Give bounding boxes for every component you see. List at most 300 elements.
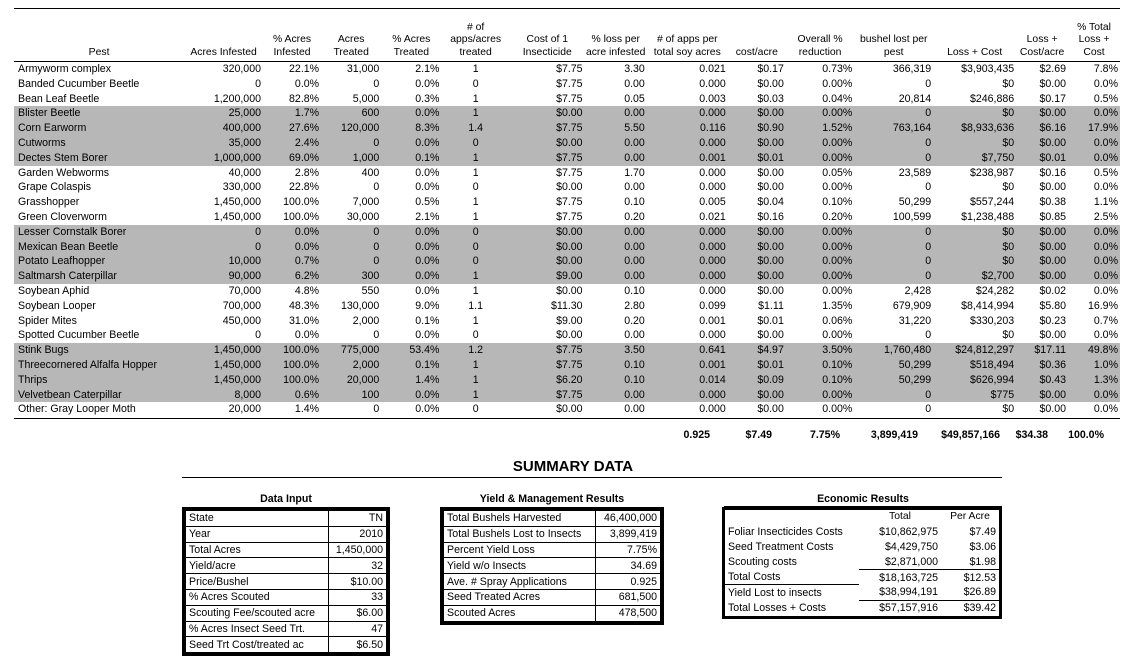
pest-name-cell: Saltmarsh Caterpillar xyxy=(14,269,184,284)
table-cell: 600 xyxy=(321,106,381,121)
table-cell: 0 xyxy=(854,269,933,284)
table-cell: 1 xyxy=(472,92,479,105)
table-cell: 1,450,000 xyxy=(213,196,261,209)
table-cell: $0.00 xyxy=(556,181,583,194)
pest-name-cell: Spider Mites xyxy=(18,314,77,327)
pest-name-cell: Green Cloverworm xyxy=(18,210,107,223)
table-cell: 9.0% xyxy=(415,299,440,312)
summary-value: 47 xyxy=(328,621,386,637)
table-cell: $0.00 xyxy=(510,106,585,121)
table-cell: $0 xyxy=(1002,329,1015,342)
pest-name-cell: Grasshopper xyxy=(18,196,80,209)
table-cell: 100.0% xyxy=(263,343,321,358)
table-cell: 1 xyxy=(441,358,509,373)
table-cell: 0.0% xyxy=(1068,106,1120,121)
table-cell: 35,000 xyxy=(184,136,263,151)
table-cell: 0.000 xyxy=(699,284,726,297)
pest-name-cell: Blister Beetle xyxy=(14,106,184,121)
summary-value: $6.00 xyxy=(328,605,386,621)
table-cell: $0.00 xyxy=(1016,388,1068,403)
table-cell: 0 xyxy=(184,225,263,240)
table-cell: 1 xyxy=(441,269,509,284)
econ-per-acre: $39.42 xyxy=(963,602,996,615)
table-cell: 1.0% xyxy=(1068,358,1120,373)
table-cell: $0 xyxy=(1002,77,1015,90)
col-header: Loss + Cost xyxy=(947,47,1003,59)
table-row xyxy=(14,136,1120,151)
table-cell: 0.0% xyxy=(1068,254,1120,269)
table-cell: $7.75 xyxy=(556,196,583,209)
table-cell: $0.17 xyxy=(757,63,784,75)
table-cell: $0.00 xyxy=(757,329,784,342)
table-cell: $0.00 xyxy=(757,77,784,90)
table-cell: $0.00 xyxy=(510,240,585,255)
table-cell: 0 xyxy=(373,329,380,342)
table-cell: 1,450,000 xyxy=(184,373,263,388)
table-cell: 0.003 xyxy=(699,92,726,105)
table-row xyxy=(14,106,1120,121)
table-cell: 0.00% xyxy=(822,403,853,416)
table-cell: 0.0% xyxy=(1068,225,1120,240)
table-cell: $0.00 xyxy=(728,136,786,151)
table-cell: 1,200,000 xyxy=(213,92,261,105)
table-cell: 0.001 xyxy=(647,151,728,166)
table-cell: 0.5% xyxy=(415,196,440,209)
table-row xyxy=(14,402,1120,418)
table-cell: 0.0% xyxy=(415,181,440,194)
table-cell: $7.75 xyxy=(556,63,583,75)
table-cell: 0.00% xyxy=(822,284,853,297)
table-cell: $9.00 xyxy=(556,314,583,327)
econ-per-acre: $12.53 xyxy=(963,571,996,584)
pest-name-cell: Grape Colaspis xyxy=(18,181,92,194)
table-cell: $238,987 xyxy=(969,166,1015,179)
econ-label: Total Losses + Costs xyxy=(728,601,827,614)
table-cell: 0.20 xyxy=(624,314,645,327)
table-cell: $0.00 xyxy=(1039,77,1067,90)
table-cell: $0.00 xyxy=(510,225,585,240)
table-cell: 0 xyxy=(854,388,933,403)
summary-value: TN xyxy=(328,511,386,527)
table-cell: 0.00% xyxy=(786,254,854,269)
table-cell: 100 xyxy=(321,388,381,403)
table-cell: $0.00 xyxy=(510,136,585,151)
table-cell: 1.4% xyxy=(381,373,441,388)
table-cell: $0.23 xyxy=(1039,314,1067,327)
table-cell: 0.73% xyxy=(822,63,853,75)
table-cell: 1.35% xyxy=(822,299,853,312)
summary-row xyxy=(186,574,387,590)
table-cell: 0.0% xyxy=(415,403,440,416)
table-cell: 0.10 xyxy=(624,284,645,297)
col-header: Acres Treated xyxy=(333,34,369,59)
table-cell: 6.2% xyxy=(263,269,321,284)
econ-total: $18,163,725 xyxy=(879,571,939,584)
table-cell: 0.00 xyxy=(585,388,647,403)
table-cell: 0.0% xyxy=(1093,403,1118,416)
summary-label: Total Acres xyxy=(186,542,329,558)
econ-per-acre: $26.89 xyxy=(941,585,999,600)
table-row xyxy=(14,269,1120,284)
table-cell: 0.0% xyxy=(1093,284,1118,297)
table-cell: 0.000 xyxy=(647,240,728,255)
table-row xyxy=(14,240,1120,255)
table-cell: 0.00% xyxy=(786,136,854,151)
table-cell: 130,000 xyxy=(340,299,380,312)
table-row xyxy=(14,77,1120,92)
summary-value: 2010 xyxy=(328,526,386,542)
table-cell: 550 xyxy=(361,284,380,297)
table-cell: $330,203 xyxy=(969,314,1015,327)
table-cell: 1,450,000 xyxy=(184,358,263,373)
table-cell: $0.04 xyxy=(757,196,784,209)
table-cell: 1 xyxy=(472,63,479,75)
table-row xyxy=(14,284,1120,299)
table-cell: 8.3% xyxy=(381,121,441,136)
pest-name-cell: Spotted Cucumber Beetle xyxy=(18,329,140,342)
table-cell: 0.3% xyxy=(415,92,440,105)
table-cell: 0 xyxy=(925,181,932,194)
table-cell: 23,589 xyxy=(898,166,932,179)
table-cell: $0.00 xyxy=(1039,329,1067,342)
table-cell: 0 xyxy=(854,106,933,121)
table-cell: 48.3% xyxy=(289,299,320,312)
summary-divider xyxy=(182,477,1002,478)
table-cell: 0.0% xyxy=(415,77,440,90)
econ-total: $4,429,750 xyxy=(885,540,939,553)
table-cell: 0.00 xyxy=(624,403,645,416)
table-cell: 53.4% xyxy=(381,343,441,358)
table-cell: $0.00 xyxy=(1039,403,1067,416)
table-cell: 3.30 xyxy=(624,63,645,75)
table-cell: $0.00 xyxy=(510,254,585,269)
table-cell: 1.7% xyxy=(263,106,321,121)
econ-row xyxy=(725,570,999,585)
table-cell: 82.8% xyxy=(289,92,320,105)
pest-name-cell: Soybean Looper xyxy=(18,299,96,312)
table-cell: 0 xyxy=(472,181,479,194)
econ-col-total: Total xyxy=(889,511,911,523)
table-cell: 0.00 xyxy=(585,254,647,269)
table-cell: 31,000 xyxy=(346,63,380,75)
table-row xyxy=(14,373,1120,388)
table-cell: $0 xyxy=(933,136,1016,151)
table-cell: 0.000 xyxy=(647,136,728,151)
table-cell: $0.00 xyxy=(757,403,784,416)
table-cell: 0.06% xyxy=(822,314,853,327)
pest-name-cell: Threecornered Alfalfa Hopper xyxy=(14,358,184,373)
table-cell: 100.0% xyxy=(263,373,321,388)
yield-results-panel xyxy=(440,507,664,625)
table-cell: 2.4% xyxy=(263,136,321,151)
table-cell: 0.00 xyxy=(585,240,647,255)
table-cell: $0.09 xyxy=(728,373,786,388)
table-cell: $0.00 xyxy=(1016,136,1068,151)
table-cell: 0 xyxy=(925,329,932,342)
summary-label: Ave. # Spray Applications xyxy=(444,574,596,590)
table-cell: $0.00 xyxy=(757,166,784,179)
table-cell: 0.000 xyxy=(647,106,728,121)
table-cell: 0.10% xyxy=(822,196,853,209)
table-cell: $0.03 xyxy=(757,92,784,105)
table-cell: 0.000 xyxy=(647,254,728,269)
table-cell: 0.00 xyxy=(624,77,645,90)
summary-label: Seed Treated Acres xyxy=(444,589,596,605)
table-cell: 400,000 xyxy=(184,121,263,136)
table-cell: 1 xyxy=(472,210,479,223)
table-cell: 7,000 xyxy=(352,196,380,209)
table-cell: $0.00 xyxy=(728,269,786,284)
table-cell: $7.75 xyxy=(556,166,583,179)
pest-name-cell: Garden Webworms xyxy=(18,166,110,179)
table-cell: 0 xyxy=(441,136,509,151)
table-cell: 50,299 xyxy=(854,373,933,388)
table-cell: 3.50% xyxy=(786,343,854,358)
table-cell: 0.5% xyxy=(1093,92,1118,105)
table-cell: $11.30 xyxy=(550,299,583,312)
table-cell: 0 xyxy=(472,329,479,342)
table-cell: 0.116 xyxy=(647,121,728,136)
table-cell: 0.0% xyxy=(381,225,441,240)
table-cell: 0.0% xyxy=(1068,151,1120,166)
table-cell: 0.000 xyxy=(647,225,728,240)
econ-per-acre: $1.98 xyxy=(941,554,999,569)
table-row xyxy=(14,151,1120,166)
table-row xyxy=(14,166,1120,181)
col-header: % loss per acre infested xyxy=(585,34,646,59)
table-cell: 17.9% xyxy=(1068,121,1120,136)
table-row xyxy=(14,314,1120,329)
summary-value: 1,450,000 xyxy=(328,542,386,558)
table-row xyxy=(14,254,1120,269)
summary-value: 33 xyxy=(328,589,386,605)
table-cell: 450,000 xyxy=(222,314,261,327)
table-cell: 0.10% xyxy=(786,373,854,388)
table-cell: 4.8% xyxy=(294,284,320,297)
table-cell: 0.1% xyxy=(381,151,441,166)
table-cell: 100.0% xyxy=(283,196,320,209)
table-cell: 0.00 xyxy=(624,181,645,194)
table-cell: 0.0% xyxy=(381,240,441,255)
econ-label: Yield Lost to insects xyxy=(725,585,859,600)
table-cell: $0 xyxy=(1002,181,1015,194)
table-cell: 1.52% xyxy=(786,121,854,136)
summary-row xyxy=(186,589,387,605)
pest-name-cell: Other: Gray Looper Moth xyxy=(18,403,136,416)
table-cell: 0 xyxy=(373,77,380,90)
summary-value: 7.75% xyxy=(596,542,661,558)
econ-label: Foliar Insecticides Costs xyxy=(728,526,843,539)
pest-name-cell: Velvetbean Caterpillar xyxy=(14,388,184,403)
table-cell: $0.00 xyxy=(728,388,786,403)
col-header: % Total Loss + Cost xyxy=(1077,21,1111,59)
econ-row xyxy=(725,525,999,540)
pest-loss-table xyxy=(14,8,1120,419)
table-cell: 0 xyxy=(441,240,509,255)
table-cell: 22.1% xyxy=(289,63,320,75)
table-row xyxy=(14,225,1120,240)
pest-name-cell: Lesser Cornstalk Borer xyxy=(14,225,184,240)
table-cell: 0 xyxy=(255,77,261,90)
table-cell: 1.1% xyxy=(1093,196,1118,209)
table-cell: $0.02 xyxy=(1039,284,1067,297)
table-cell: 0.0% xyxy=(1068,240,1120,255)
table-cell: 2.1% xyxy=(415,63,440,75)
table-cell: $0.43 xyxy=(1016,373,1068,388)
summary-value: 46,400,000 xyxy=(596,511,661,527)
table-cell: 0.6% xyxy=(263,388,321,403)
pest-name-cell: Thrips xyxy=(14,373,184,388)
table-cell: 0 xyxy=(441,254,509,269)
economic-results-table xyxy=(725,510,999,616)
table-cell: 0.00% xyxy=(822,329,853,342)
summary-row xyxy=(186,621,387,637)
table-cell: 100.0% xyxy=(283,210,320,223)
col-header: # of apps per total soy acres xyxy=(653,34,721,59)
summary-label: Yield w/o Insects xyxy=(444,558,596,574)
table-cell: 3.50 xyxy=(585,343,647,358)
table-cell: 31.0% xyxy=(289,314,320,327)
table-cell: 0 xyxy=(321,240,381,255)
table-cell: 0.000 xyxy=(647,269,728,284)
table-body xyxy=(14,62,1120,419)
table-cell: $0.01 xyxy=(728,151,786,166)
table-cell: $0.16 xyxy=(1039,166,1067,179)
summary-row xyxy=(186,526,387,542)
table-cell: $8,414,994 xyxy=(961,299,1015,312)
table-cell: 400 xyxy=(361,166,380,179)
table-cell: 0 xyxy=(472,77,479,90)
table-cell: $0 xyxy=(933,240,1016,255)
table-cell: 0.00 xyxy=(585,136,647,151)
table-cell: 1,000,000 xyxy=(184,151,263,166)
econ-row xyxy=(725,540,999,555)
table-cell: 1 xyxy=(472,284,479,297)
table-cell: $0.00 xyxy=(1016,225,1068,240)
table-cell: 0 xyxy=(472,403,479,416)
table-cell: 0.021 xyxy=(699,63,726,75)
econ-header-row xyxy=(725,510,999,525)
table-cell: $7.75 xyxy=(510,151,585,166)
summary-label: Scouting Fee/scouted acre xyxy=(186,605,329,621)
summary-row xyxy=(186,637,387,653)
table-cell: 0.021 xyxy=(699,210,726,223)
table-cell: $24,812,297 xyxy=(933,343,1016,358)
summary-value: $10.00 xyxy=(328,574,386,590)
summary-label: % Acres Scouted xyxy=(186,589,329,605)
table-cell: $0.16 xyxy=(757,210,784,223)
table-cell: 2.5% xyxy=(1093,210,1118,223)
table-cell: 0.000 xyxy=(699,329,726,342)
summary-row xyxy=(444,605,661,621)
table-cell: $0 xyxy=(933,225,1016,240)
col-header: Acres Infested xyxy=(190,47,257,59)
table-row xyxy=(14,210,1120,225)
total-apps-per-acre: 0.925 xyxy=(683,429,710,441)
summary-label: Total Bushels Lost to Insects xyxy=(444,526,596,542)
table-cell: 0 xyxy=(321,225,381,240)
table-cell: 0.000 xyxy=(699,166,726,179)
table-cell: 300 xyxy=(321,269,381,284)
table-cell: 2.8% xyxy=(294,166,320,179)
table-cell: 0 xyxy=(925,403,932,416)
table-cell: $0.00 xyxy=(1016,240,1068,255)
table-cell: 0.001 xyxy=(647,358,728,373)
table-cell: 0.7% xyxy=(1093,314,1118,327)
table-cell: 0.00% xyxy=(786,269,854,284)
table-cell: $6.16 xyxy=(1016,121,1068,136)
table-cell: 0.0% xyxy=(294,329,320,342)
table-cell: 5.50 xyxy=(585,121,647,136)
table-cell: $4.97 xyxy=(728,343,786,358)
table-cell: 0 xyxy=(854,254,933,269)
table-cell: 0.20 xyxy=(624,210,645,223)
table-cell: 0.0% xyxy=(381,254,441,269)
table-cell: 0.00 xyxy=(585,225,647,240)
table-cell: 0.00% xyxy=(786,106,854,121)
summary-row xyxy=(444,542,661,558)
data-input-title: Data Input xyxy=(260,493,312,505)
table-cell: $557,244 xyxy=(969,196,1015,209)
summary-label: State xyxy=(186,511,329,527)
total-cost-per-acre: $7.49 xyxy=(745,429,772,441)
table-cell: 700,000 xyxy=(222,299,261,312)
table-cell: 27.6% xyxy=(263,121,321,136)
table-cell: 1 xyxy=(441,151,509,166)
summary-row xyxy=(186,558,387,574)
econ-per-acre: $7.49 xyxy=(969,526,996,539)
table-cell: 7.8% xyxy=(1093,63,1118,75)
summary-label: Year xyxy=(186,526,329,542)
econ-label: Seed Treatment Costs xyxy=(728,540,834,553)
table-cell: 1.4 xyxy=(441,121,509,136)
summary-title: SUMMARY DATA xyxy=(512,458,634,475)
table-cell: $6.20 xyxy=(510,373,585,388)
table-cell: 0.000 xyxy=(699,403,726,416)
econ-total: $38,994,191 xyxy=(859,585,941,600)
table-cell: $7,750 xyxy=(933,151,1016,166)
table-cell: $0.00 xyxy=(728,225,786,240)
table-row xyxy=(14,121,1120,136)
table-cell: 70,000 xyxy=(228,284,261,297)
summary-value: 478,500 xyxy=(596,605,661,621)
table-cell: 775,000 xyxy=(321,343,381,358)
table-cell: 1.4% xyxy=(294,403,320,416)
table-cell: 0.00% xyxy=(786,388,854,403)
table-cell: 0.0% xyxy=(1068,136,1120,151)
col-header: bushel lost per pest xyxy=(859,34,928,59)
table-cell: 1,450,000 xyxy=(184,343,263,358)
table-cell: $0.00 xyxy=(757,181,784,194)
table-cell: 1 xyxy=(441,373,509,388)
table-cell: 0.00 xyxy=(624,329,645,342)
pest-name-cell: Armyworm complex xyxy=(18,63,112,75)
summary-row xyxy=(186,605,387,621)
table-cell: $0.00 xyxy=(556,284,583,297)
econ-col-per-acre: Per Acre xyxy=(950,511,990,523)
table-cell: $0.17 xyxy=(1039,92,1067,105)
table-cell: 0.10 xyxy=(624,196,645,209)
table-cell: 2.1% xyxy=(415,210,440,223)
table-cell: 0.0% xyxy=(263,240,321,255)
table-cell: 0 xyxy=(854,240,933,255)
table-cell: 0.0% xyxy=(381,269,441,284)
pest-name-cell: Bean Leaf Beetle xyxy=(18,92,100,105)
table-cell: 20,000 xyxy=(228,403,261,416)
table-cell: 0.0% xyxy=(1093,181,1118,194)
econ-label: Scouting costs xyxy=(728,556,797,569)
total-loss-cost-acre: $34.38 xyxy=(1015,429,1048,441)
